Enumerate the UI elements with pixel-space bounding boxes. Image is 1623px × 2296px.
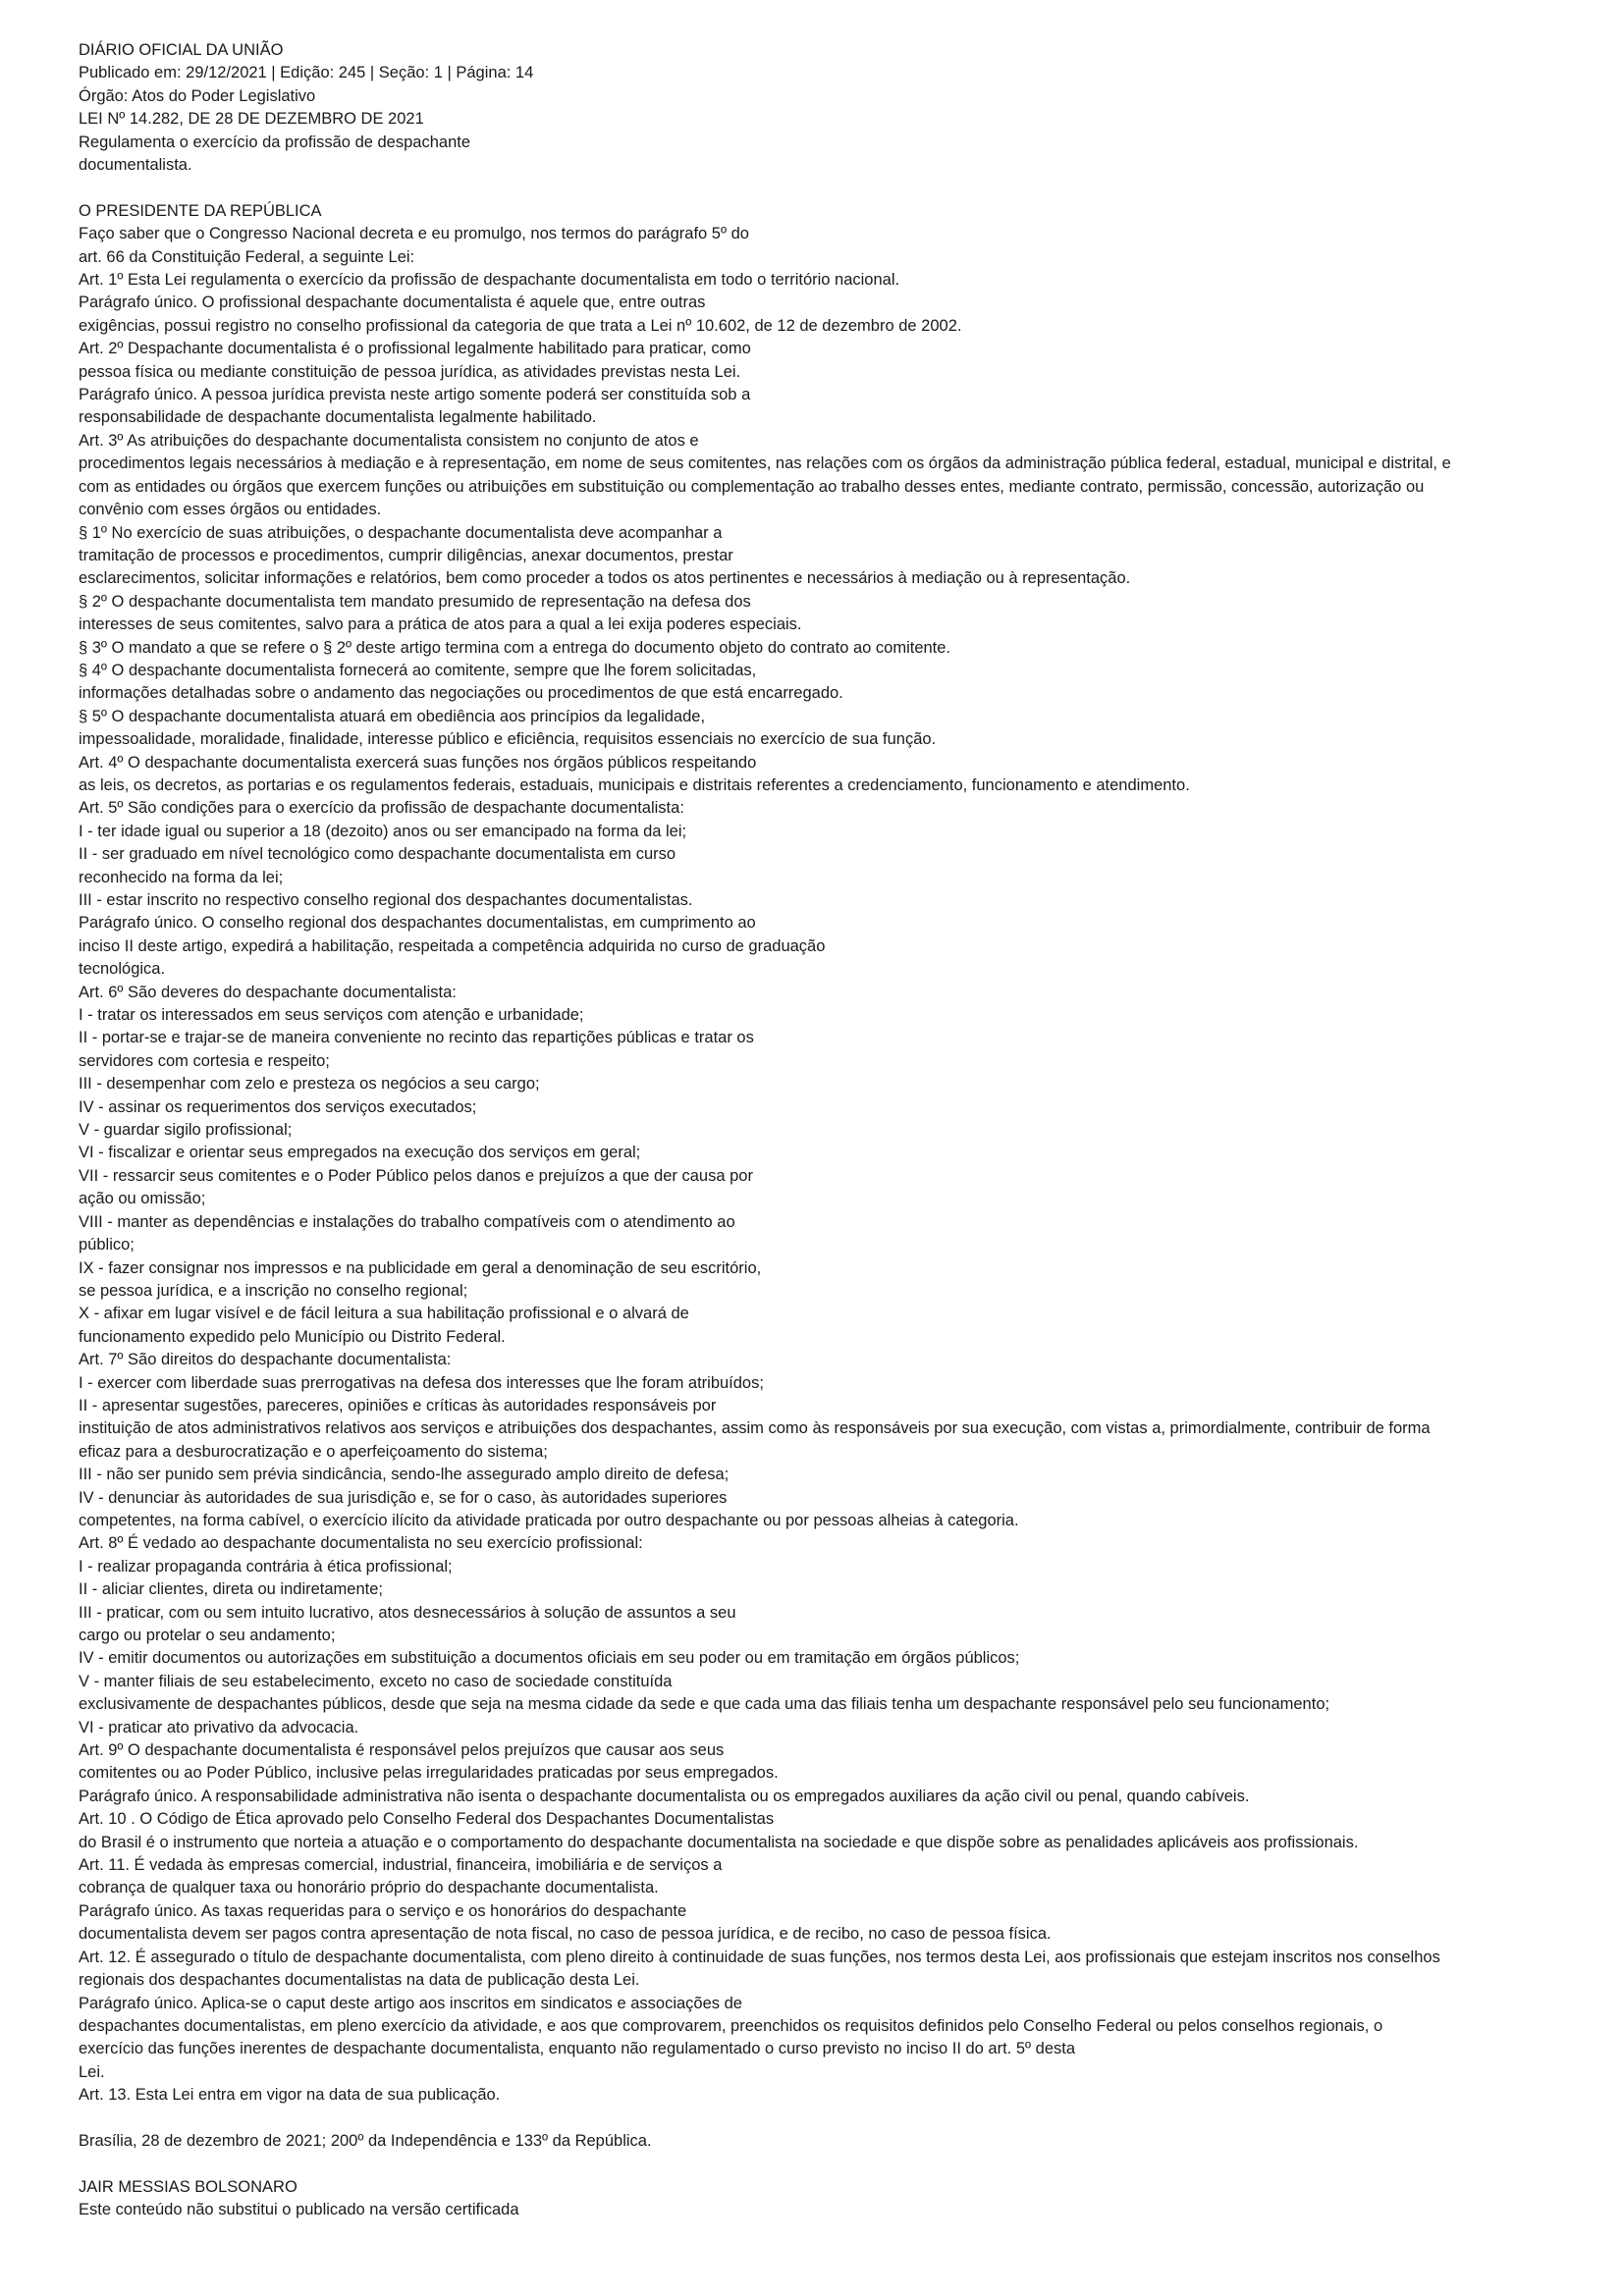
body-line: III - desempenhar com zelo e presteza os negócios a seu cargo; (79, 1075, 540, 1094)
body-line: pessoa física ou mediante constituição de pessoa jurídica, as atividades previstas nesta Lei. (79, 362, 741, 381)
body-line: Art. 10 . O Código de Ética aprovado pelo Conselho Federal dos Despachantes Documentalistas (79, 1810, 775, 1829)
body-line: esclarecimentos, solicitar informações e relatórios, bem como proceder a todos os atos pertinentes e necessários à mediação ou à representação. (79, 569, 1131, 588)
body-line: VI - fiscalizar e orientar seus empregados na execução dos serviços em geral; (79, 1144, 641, 1162)
body-line: competentes, na forma cabível, o exercício ilícito da atividade praticada por outro despachante ou por pessoas alheias à categoria. (79, 1511, 1019, 1529)
body-line: exercício das funções inerentes de despachante documentalista, enquanto não regulamentado o curso previsto no inciso II do art. 5º desta (79, 2040, 1075, 2058)
body-line: reconhecido na forma da lei; (79, 868, 284, 886)
body-line: tecnológica. (79, 960, 166, 979)
body-line: documentalista devem ser pagos contra apresentação de nota fiscal, no caso de pessoa jurídica, e de recibo, no caso de pessoa física. (79, 1925, 1052, 1944)
body-line: tramitação de processos e procedimentos, cumprir diligências, anexar documentos, prestar (79, 546, 733, 564)
body-line: IV - emitir documentos ou autorizações em substituição a documentos oficiais em seu poder ou em tramitação em órgãos públicos; (79, 1649, 1020, 1668)
body-line: Art. 9º O despachante documentalista é responsável pelos prejuízos que causar aos seus (79, 1741, 725, 1760)
body-line: funcionamento expedido pelo Município ou Distrito Federal. (79, 1327, 506, 1346)
body-line: do Brasil é o instrumento que norteia a atuação e o comportamento do despachante documentalista na sociedade e que dispõe sobre as penalidades aplicáveis aos profissionais. (79, 1833, 1359, 1851)
body-line: III - não ser punido sem prévia sindicância, sendo-lhe assegurado amplo direito de defesa; (79, 1466, 730, 1484)
body-line: I - realizar propaganda contrária à ética profissional; (79, 1557, 453, 1575)
body-line: Lei. (79, 2062, 105, 2081)
body-line: Parágrafo único. A pessoa jurídica prevista neste artigo somente poderá ser constituída sob a (79, 386, 751, 404)
body-line: impessoalidade, moralidade, finalidade, interesse público e eficiência, requisitos essenciais no exercício de sua função. (79, 730, 937, 749)
header-line: Órgão: Atos do Poder Legislativo (79, 86, 316, 105)
law-body (79, 200, 1571, 2108)
body-line: Parágrafo único. Aplica-se o caput deste artigo aos inscritos em sindicatos e associações de (79, 1994, 742, 2012)
body-line: II - portar-se e trajar-se de maneira conveniente no recinto das repartições públicas e tratar os (79, 1029, 754, 1047)
signature-name: JAIR MESSIAS BOLSONARO (79, 2177, 298, 2196)
header-line: documentalista. (79, 156, 192, 175)
body-line: IX - fazer consignar nos impressos e na publicidade em geral a denominação de seu escritório, (79, 1258, 762, 1277)
body-line: com as entidades ou órgãos que exercem funções ou atribuições em substituição ou complementação ao trabalho desses entes, mediante contrato, permissão, concessão, autorização ou (79, 477, 1425, 496)
body-line: público; (79, 1236, 135, 1255)
body-line: Art. 1º Esta Lei regulamenta o exercício da profissão de despachante documentalista em todo o território nacional. (79, 271, 900, 290)
body-line: procedimentos legais necessários à mediação e à representação, em nome de seus comitentes, nas relações com os órgãos da administração pública federal, estadual, municipal e distrital, e (79, 454, 1451, 473)
body-line: Parágrafo único. O profissional despachante documentalista é aquele que, entre outras (79, 294, 706, 312)
body-line: eficaz para a desburocratização e o aperfeiçoamento do sistema; (79, 1442, 548, 1461)
body-line: inciso II deste artigo, expedirá a habilitação, respeitada a competência adquirida no curso de graduação (79, 936, 826, 955)
body-line: I - tratar os interessados em seus serviços com atenção e urbanidade; (79, 1006, 584, 1025)
body-line: I - exercer com liberdade suas prerrogativas na defesa dos interesses que lhe foram atribuídos; (79, 1373, 764, 1392)
body-line: O PRESIDENTE DA REPÚBLICA (79, 201, 322, 220)
body-line: Art. 7º São direitos do despachante documentalista: (79, 1351, 452, 1369)
header-line: LEI Nº 14.282, DE 28 DE DEZEMBRO DE 2021 (79, 110, 424, 129)
document-page (79, 39, 1571, 2222)
body-line: convênio com esses órgãos ou entidades. (79, 501, 382, 519)
body-line: servidores com cortesia e respeito; (79, 1051, 330, 1070)
body-line: § 1º No exercício de suas atribuições, o despachante documentalista deve acompanhar a (79, 523, 723, 542)
body-line: regionais dos despachantes documentalistas na data de publicação desta Lei. (79, 1971, 640, 1990)
header-line: Publicado em: 29/12/2021 | Edição: 245 | Seção: 1 | Página: 14 (79, 64, 534, 82)
body-line: II - apresentar sugestões, pareceres, opiniões e críticas às autoridades responsáveis por (79, 1396, 717, 1415)
body-line: as leis, os decretos, as portarias e os regulamentos federais, estaduais, municipais e distritais referentes a credenciamento, funcionamento e atendimento. (79, 775, 1190, 794)
body-line: § 5º O despachante documentalista atuará em obediência aos princípios da legalidade, (79, 707, 706, 725)
header-line: Regulamenta o exercício da profissão de despachante (79, 133, 471, 151)
body-line: despachantes documentalistas, em pleno exercício da atividade, e aos que comprovarem, preenchidos os requisitos definidos pelo Conselho Federal ou pelos conselhos regionais, o (79, 2016, 1383, 2035)
body-line: informações detalhadas sobre o andamento das negociações ou procedimentos de que está encarregado. (79, 684, 843, 703)
body-line: § 3º O mandato a que se refere o § 2º deste artigo termina com a entrega do documento objeto do contrato ao comitente. (79, 638, 951, 657)
body-line: Art. 4º O despachante documentalista exercerá suas funções nos órgãos públicos respeitando (79, 753, 757, 772)
body-line: II - aliciar clientes, direta ou indiretamente; (79, 1580, 383, 1599)
body-line: Art. 12. É assegurado o título de despachante documentalista, com pleno direito à continuidade de suas funções, nos termos desta Lei, aos profissionais que estejam inscritos nos conselhos (79, 1948, 1440, 1966)
body-line: X - afixar em lugar visível e de fácil leitura a sua habilitação profissional e o alvará de (79, 1305, 689, 1323)
body-line: VI - praticar ato privativo da advocacia. (79, 1718, 359, 1736)
body-line: ação ou omissão; (79, 1190, 206, 1208)
body-line: Art. 8º É vedado ao despachante documentalista no seu exercício profissional: (79, 1534, 643, 1553)
spacer (79, 177, 1571, 199)
body-line: Parágrafo único. O conselho regional dos despachantes documentalistas, em cumprimento ao (79, 914, 756, 933)
spacer (79, 2153, 1571, 2175)
document-header (79, 39, 1571, 177)
body-line: III - praticar, com ou sem intuito lucrativo, atos desnecessários à solução de assuntos a seu (79, 1603, 736, 1622)
body-line: III - estar inscrito no respectivo conselho regional dos despachantes documentalistas. (79, 891, 693, 910)
body-line: se pessoa jurídica, e a inscrição no conselho regional; (79, 1281, 468, 1300)
body-line: Art. 13. Esta Lei entra em vigor na data de sua publicação. (79, 2086, 501, 2105)
body-line: art. 66 da Constituição Federal, a seguinte Lei: (79, 247, 415, 266)
body-line: § 2º O despachante documentalista tem mandato presumido de representação na defesa dos (79, 592, 751, 611)
body-line: V - manter filiais de seu estabelecimento, exceto no caso de sociedade constituída (79, 1672, 673, 1690)
spacer (79, 2108, 1571, 2130)
body-line: V - guardar sigilo profissional; (79, 1121, 293, 1140)
body-line: Parágrafo único. A responsabilidade administrativa não isenta o despachante documentalista ou os empregados auxiliares da ação civil ou penal, quando cabíveis. (79, 1787, 1250, 1805)
closing-date-line: Brasília, 28 de dezembro de 2021; 200º da Independência e 133º da República. (79, 2131, 652, 2150)
body-line: § 4º O despachante documentalista fornecerá ao comitente, sempre que lhe forem solicitadas, (79, 661, 757, 679)
body-line: Art. 3º As atribuições do despachante documentalista consistem no conjunto de atos e (79, 431, 699, 450)
body-line: responsabilidade de despachante documentalista legalmente habilitado. (79, 408, 597, 427)
disclaimer-text: Este conteúdo não substitui o publicado na versão certificada (79, 2201, 519, 2219)
body-line: Art. 2º Despachante documentalista é o profissional legalmente habilitado para praticar, como (79, 340, 751, 358)
body-line: VII - ressarcir seus comitentes e o Poder Público pelos danos e prejuízos a que der causa por (79, 1166, 753, 1185)
body-line: exclusivamente de despachantes públicos, desde que seja na mesma cidade da sede e que cada uma das filiais tenha um despachante responsável pelo seu funcionamento; (79, 1695, 1330, 1714)
body-line: comitentes ou ao Poder Público, inclusive pelas irregularidades praticadas por seus empregados. (79, 1764, 779, 1783)
body-line: IV - denunciar às autoridades de sua jurisdição e, se for o caso, às autoridades superiores (79, 1488, 728, 1507)
body-line: IV - assinar os requerimentos dos serviços executados; (79, 1097, 477, 1116)
body-line: interesses de seus comitentes, salvo para a prática de atos para a qual a lei exija poderes especiais. (79, 615, 802, 634)
body-line: Art. 6º São deveres do despachante documentalista: (79, 983, 457, 1001)
body-line: II - ser graduado em nível tecnológico como despachante documentalista em curso (79, 845, 676, 864)
body-line: exigências, possui registro no conselho profissional da categoria de que trata a Lei nº 10.602, de 12 de dezembro de 2002. (79, 316, 962, 335)
header-line: DIÁRIO OFICIAL DA UNIÃO (79, 41, 284, 59)
body-line: instituição de atos administrativos relativos aos serviços e atribuições dos despachantes, assim como às responsáveis por sua execução, com vistas a, primordialmente, contribuir de forma (79, 1419, 1431, 1438)
body-line: cargo ou protelar o seu andamento; (79, 1627, 336, 1645)
body-line: Art. 11. É vedada às empresas comercial, industrial, financeira, imobiliária e de serviços a (79, 1856, 723, 1875)
body-line: I - ter idade igual ou superior a 18 (dezoito) anos ou ser emancipado na forma da lei; (79, 822, 687, 840)
body-line: cobrança de qualquer taxa ou honorário próprio do despachante documentalista. (79, 1879, 659, 1897)
body-line: Faço saber que o Congresso Nacional decreta e eu promulgo, nos termos do parágrafo 5º do (79, 225, 749, 243)
body-line: Art. 5º São condições para o exercício da profissão de despachante documentalista: (79, 799, 684, 818)
body-line: VIII - manter as dependências e instalações do trabalho compatíveis com o atendimento ao (79, 1212, 735, 1231)
body-line: Parágrafo único. As taxas requeridas para o serviço e os honorários do despachante (79, 1901, 687, 1920)
